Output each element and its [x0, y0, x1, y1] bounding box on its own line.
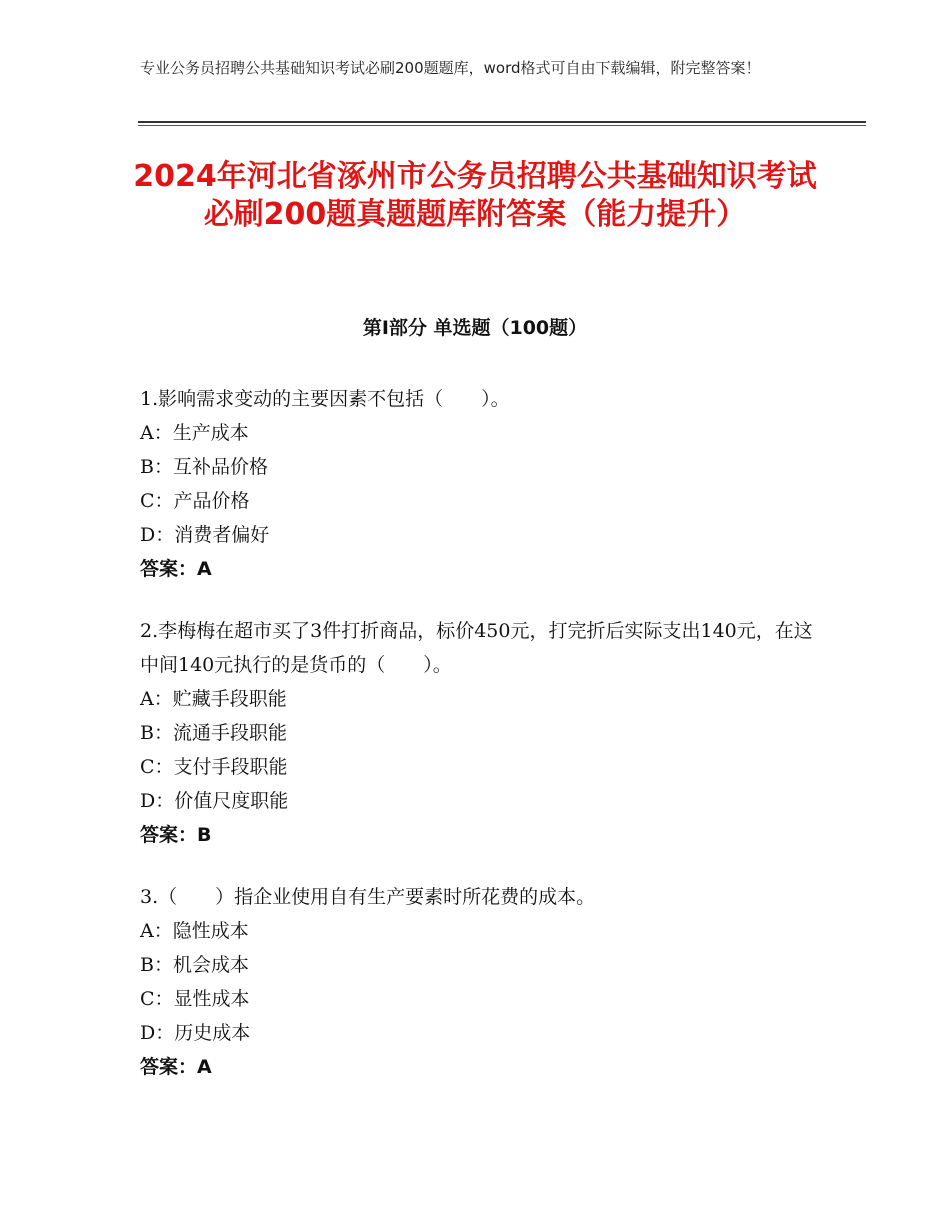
question-stem: 2.李梅梅在超市买了3件打折商品，标价450元，打完折后实际支出140元，在这中间140元执行的是货币的（ ）。 [140, 620, 813, 676]
option-c: C：产品价格 [140, 490, 250, 512]
option-c: C：显性成本 [140, 988, 250, 1010]
section-title: 第Ⅰ部分 单选题（100题） [362, 317, 588, 339]
question-1 [140, 382, 820, 586]
option-c: C：支付手段职能 [140, 756, 288, 778]
answer: 答案：B [140, 824, 212, 846]
question-stem: 3.（ ）指企业使用自有生产要素时所花费的成本。 [140, 886, 596, 908]
question-3 [140, 880, 820, 1084]
option-a: A：隐性成本 [140, 920, 249, 942]
answer: 答案：A [140, 558, 212, 580]
option-a: A：贮藏手段职能 [140, 688, 287, 710]
question-stem: 1.影响需求变动的主要因素不包括（ ）。 [140, 388, 510, 410]
option-d: D：价值尺度职能 [140, 790, 289, 812]
option-b: B：互补品价格 [140, 456, 268, 478]
answer: 答案：A [140, 1056, 212, 1078]
header-divider-thick [138, 121, 866, 123]
option-b: B：流通手段职能 [140, 722, 287, 744]
option-b: B：机会成本 [140, 954, 249, 976]
question-2 [140, 614, 820, 852]
option-a: A：生产成本 [140, 422, 249, 444]
option-d: D：消费者偏好 [140, 524, 270, 546]
header-divider-thin [138, 125, 866, 126]
question-list [140, 382, 820, 1112]
option-d: D：历史成本 [140, 1022, 251, 1044]
document-title: 2024年河北省涿州市公务员招聘公共基础知识考试必刷200题真题题库附答案（能力提升） [133, 159, 817, 232]
header-note: 专业公务员招聘公共基础知识考试必刷200题题库，word格式可自由下载编辑，附完整答案！ [140, 59, 761, 77]
